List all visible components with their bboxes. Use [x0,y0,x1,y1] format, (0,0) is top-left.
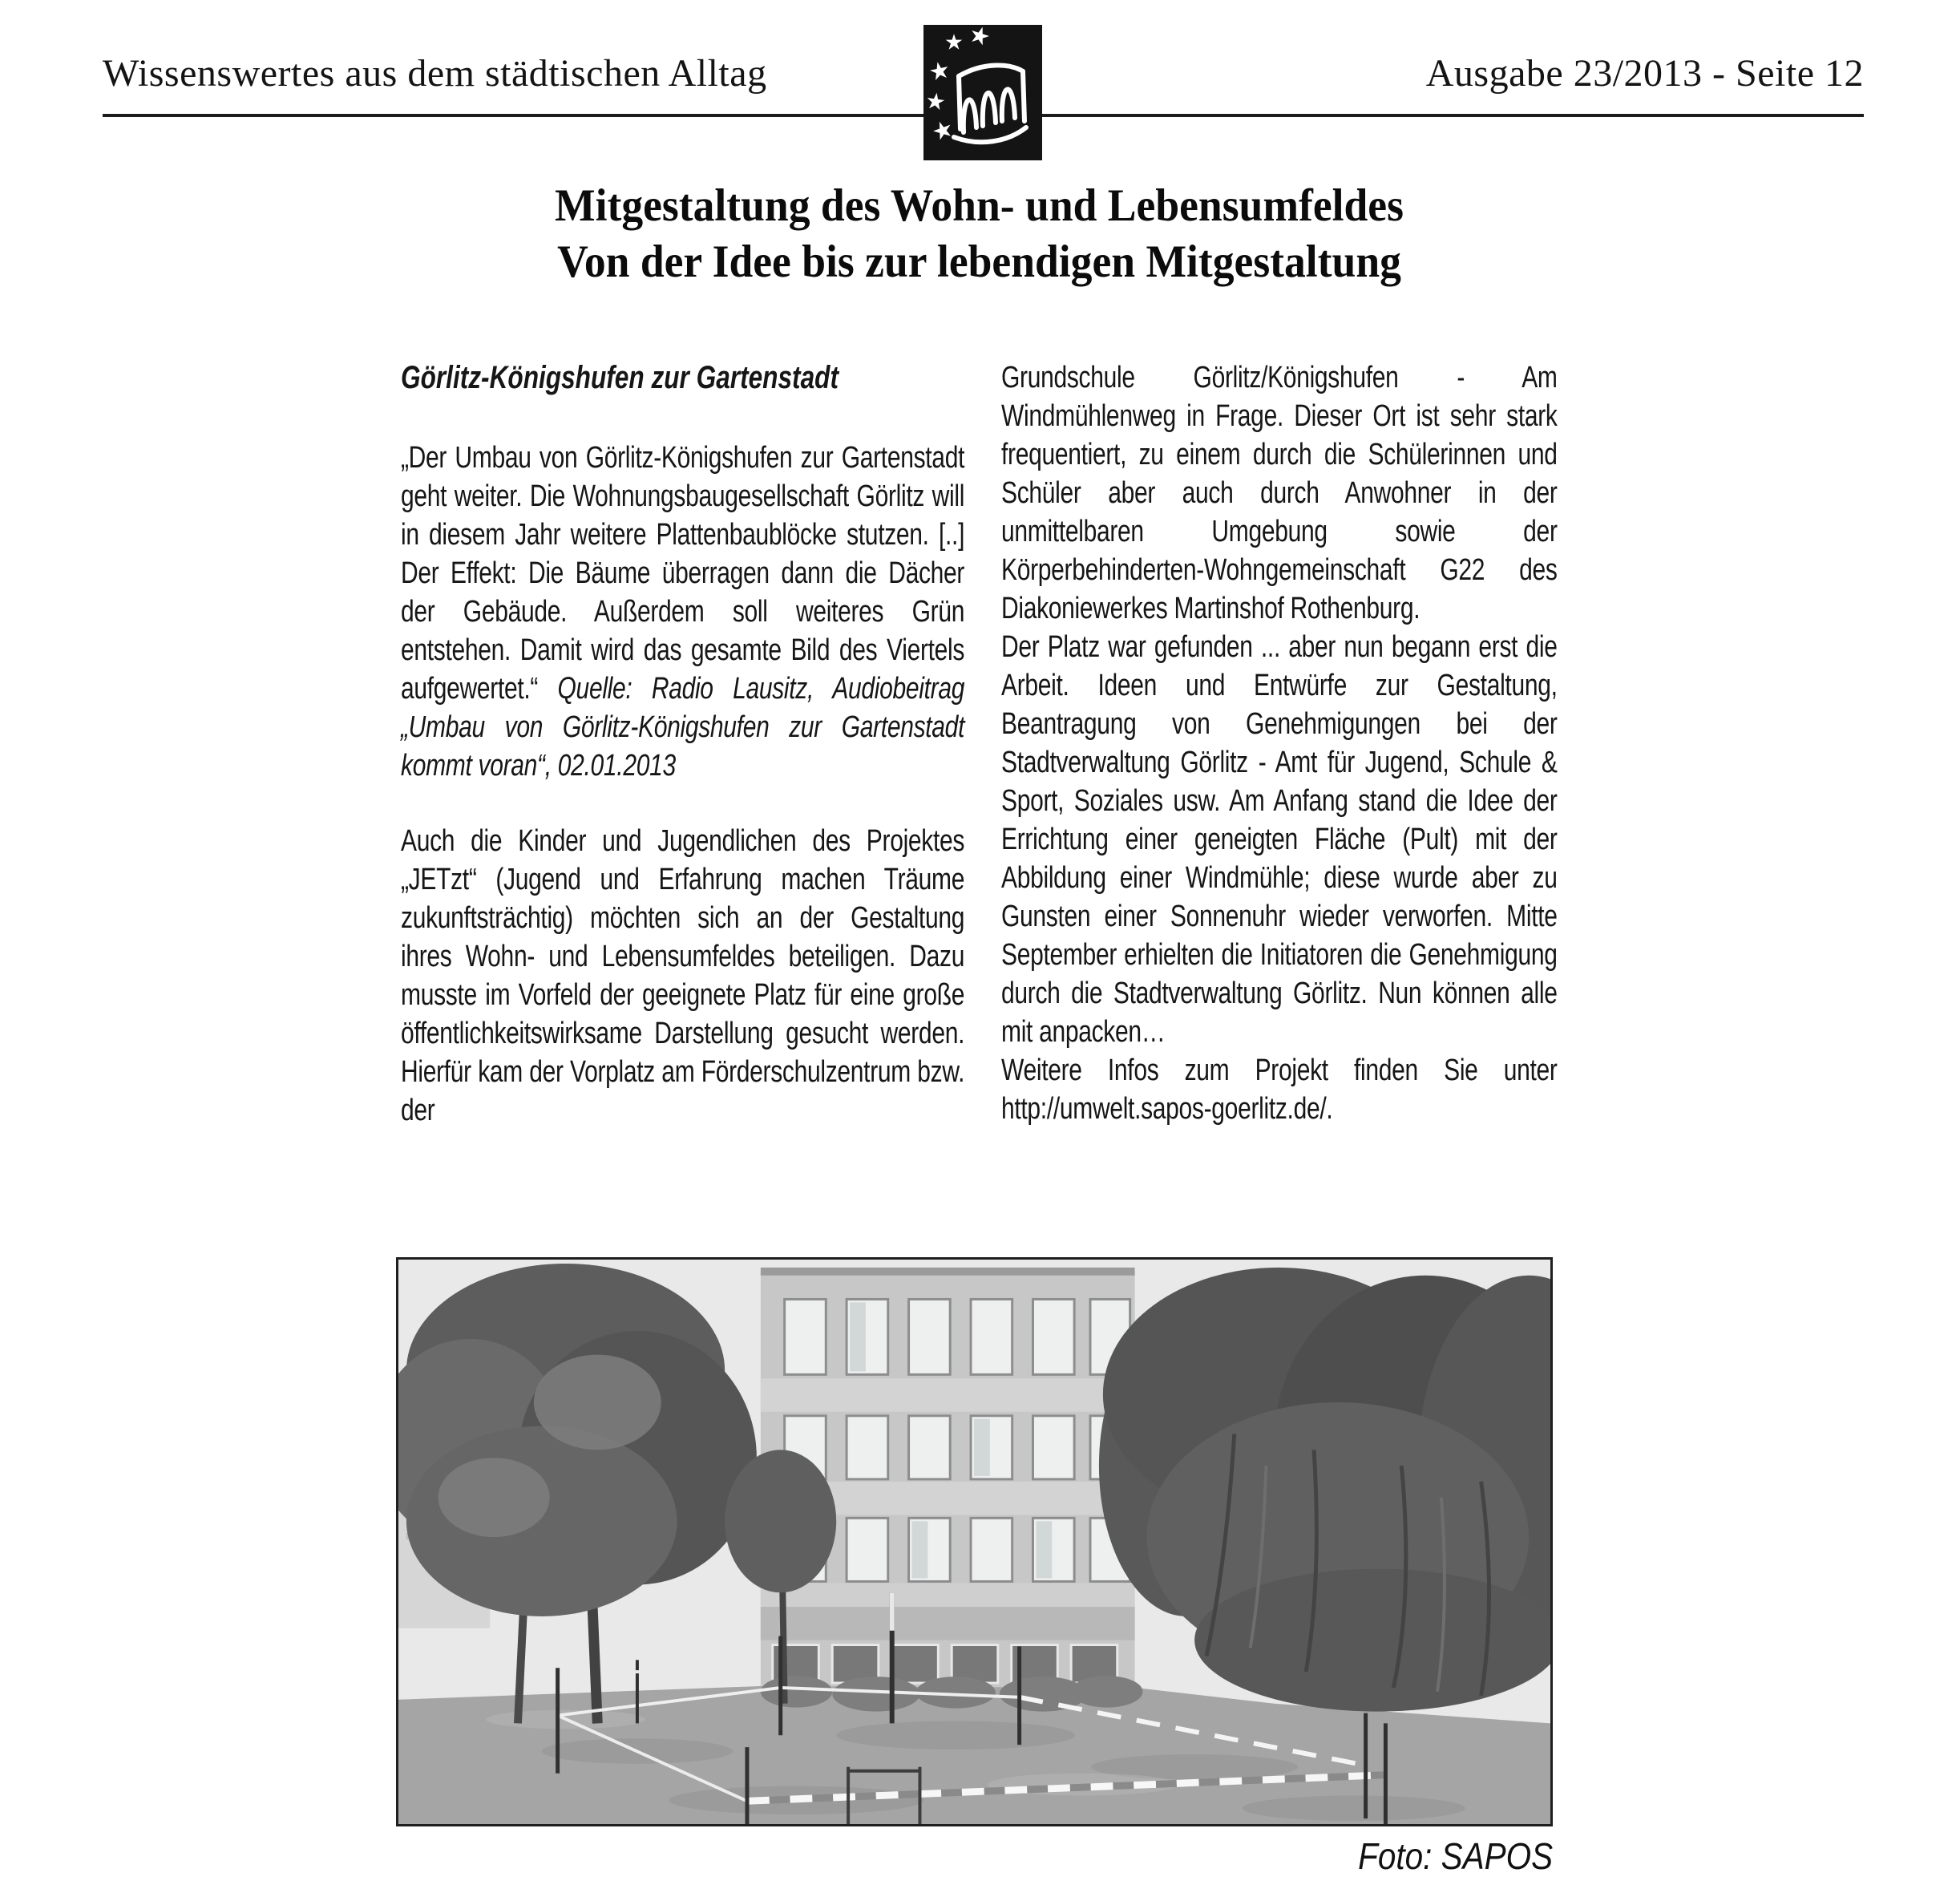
right-column [1001,358,1558,1128]
right-paragraph-2: Der Platz war gefunden ... aber nun begann erst die Arbeit. Ideen und Entwürfe zur Gestaltung, Beantragung von Genehmigungen bei der Stadtverwaltung Görlitz - Amt für Jugend, Schule & Sport, Soziales usw. Am Anfang stand die Idee der Errichtung einer geneigten Fläche (Pult) mit der Abbildung einer Windmühle; diese wurde aber zu Gunsten einer Sonnenuhr wieder verworfen. Mitte September erhielten die Initiatoren die Genehmigung durch die Stadtverwaltung Görlitz. Nun können alle mit anpacken… [1001,630,1558,1049]
article-title-line1: Mitgestaltung des Wohn- und Lebensumfeldes [555,180,1404,231]
right-paragraph-1: Grundschule Görlitz/Königshufen - Am Windmühlenweg in Frage. Dieser Ort ist sehr stark frequentiert, zu einem durch die Schülerinnen und Schüler aber auch durch Anwohner in der unmittelbaren Umgebung sowie der Körperbehinderten-Wohngemeinschaft G22 des Diakoniewerkes Martinshof Rothenburg. [1001,361,1558,625]
article-title [435,178,1522,290]
issue-page-label: Ausgabe 23/2013 - Seite 12 [1425,52,1864,95]
left-paragraph-2: Auch die Kinder und Jugendlichen des Projektes „JETzt“ (Jugend und Erfahrung machen Träume zukunftsträchtig) möchten sich an der Gestaltung ihres Wohn- und Lebensumfeldes beteiligen. Dazu musste im Vorfeld der geeignete Platz für eine große öffentlichkeitswirksame Darstellung gesucht werden. Hierfür kam der Vorplatz am Förderschulzentrum bzw. der [401,824,965,1127]
left-column [401,358,964,1130]
stars-and-bridge-icon [923,25,1042,160]
masthead-left-text: Wissenswertes aus dem städtischen Alltag [103,52,767,95]
quote-source: Quelle: Radio Lausitz, Audiobeitrag „Umbau von Görlitz-Königshufen zur Gartenstadt kommt voran“, 02.01.2013 [401,672,965,783]
article-photo [396,1257,1553,1826]
city-logo [923,25,1042,160]
quote-text: „Der Umbau von Görlitz-Königshufen zur Gartenstadt geht weiter. Die Wohnungsbaugesellschaft Görlitz will in diesem Jahr weitere Plattenbaublöcke stutzen. [..] Der Effekt: Die Bäume überragen dann die Dächer der Gebäude. Außerdem soll weiteres Grün entstehen. Damit wird das gesamte Bild des Viertels aufgewertet.“ [401,441,965,706]
right-paragraph-3: Weitere Infos zum Projekt finden Sie unter http://umwelt.sapos-goerlitz.de/. [1001,1054,1558,1126]
section-heading: Görlitz-Königshufen zur Gartenstadt [401,360,839,395]
photo-caption: Foto: SAPOS [1358,1835,1553,1877]
quote-paragraph [401,439,964,785]
article-title-line2: Von der Idee bis zur lebendigen Mitgestaltung [557,237,1401,287]
